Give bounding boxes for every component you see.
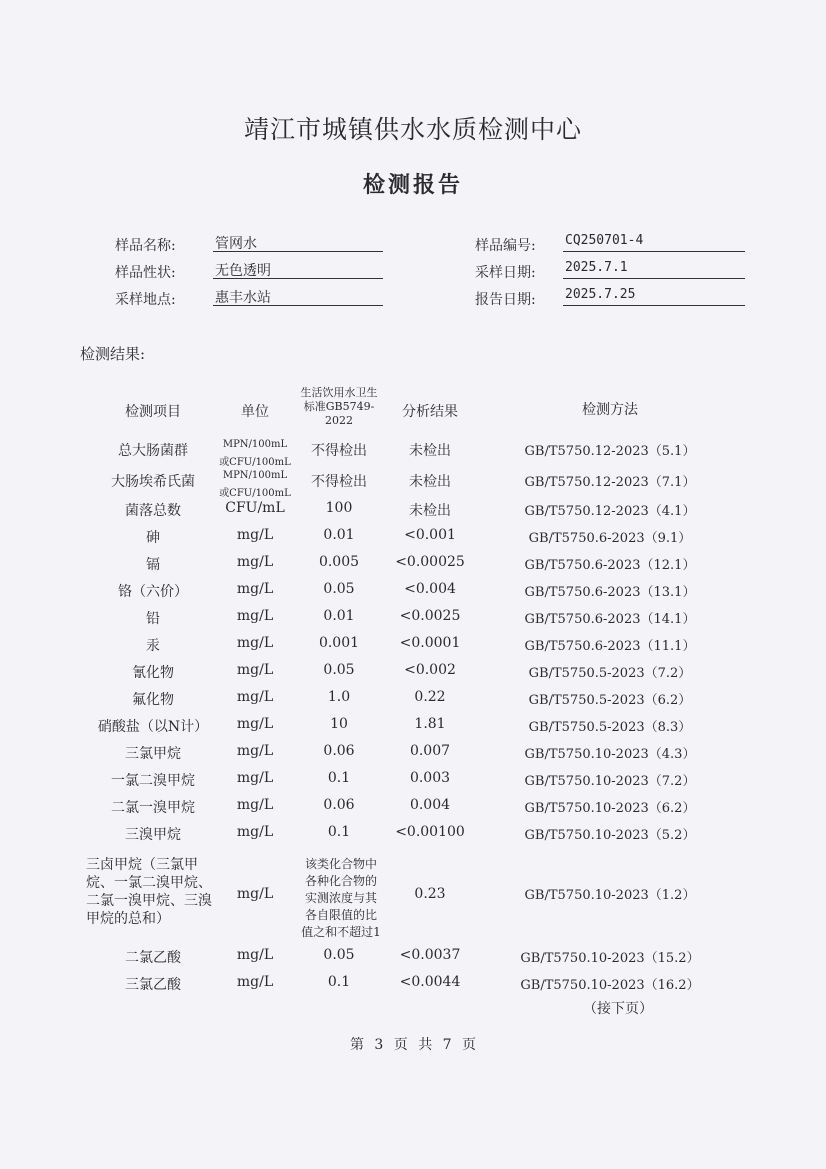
cell-method: GB/T5750.12-2023（7.1） bbox=[524, 475, 696, 490]
cell-unit: mg/L bbox=[236, 770, 274, 786]
cell-result: <0.004 bbox=[404, 581, 456, 597]
cell-unit: mg/L bbox=[236, 743, 274, 759]
cell-method: GB/T5750.10-2023（4.3） bbox=[524, 747, 696, 762]
cell-result: 未检出 bbox=[409, 503, 451, 519]
cell-unit: mg/L bbox=[236, 824, 274, 840]
cell-method: GB/T5750.10-2023（5.2） bbox=[524, 828, 696, 843]
organization-name: 靖江市城镇供水水质检测中心 bbox=[243, 115, 582, 144]
cell-standard: 0.05 bbox=[323, 947, 355, 963]
continue-note: （接下页） bbox=[583, 1001, 653, 1017]
cell-standard: 0.001 bbox=[318, 635, 360, 651]
cell-standard: 1.0 bbox=[327, 689, 351, 705]
cell-standard: 0.05 bbox=[323, 662, 355, 678]
cell-unit: CFU/mL bbox=[225, 500, 285, 516]
cell-method: GB/T5750.10-2023（1.2） bbox=[524, 888, 696, 903]
cell-unit: mg/L bbox=[236, 716, 274, 732]
cell-item: 一氯二溴甲烷 bbox=[111, 773, 195, 789]
cell-method: GB/T5750.10-2023（15.2） bbox=[520, 951, 700, 966]
sample-code-value: CQ250701-4 bbox=[563, 233, 745, 252]
results-label: 检测结果: bbox=[80, 345, 146, 363]
header-standard: 生活饮用水卫生标准GB5749-2022 bbox=[300, 386, 378, 427]
cell-item: 砷 bbox=[146, 530, 160, 546]
cell-item: 三卤甲烷（三氯甲烷、一氯二溴甲烷、二氯一溴甲烷、三溴甲烷的总和） bbox=[86, 857, 212, 927]
cell-result: 0.003 bbox=[409, 770, 451, 786]
cell-standard: 10 bbox=[330, 716, 348, 732]
cell-item: 二氯乙酸 bbox=[125, 950, 181, 966]
cell-result: <0.0044 bbox=[399, 974, 461, 990]
cell-standard: 0.05 bbox=[323, 581, 355, 597]
cell-item: 总大肠菌群 bbox=[118, 443, 188, 459]
cell-method: GB/T5750.6-2023（11.1） bbox=[524, 639, 696, 654]
cell-item: 二氯一溴甲烷 bbox=[111, 800, 195, 816]
cell-unit: mg/L bbox=[236, 581, 274, 597]
cell-item: 三溴甲烷 bbox=[125, 827, 181, 843]
sample-nature-label: 样品性状: bbox=[115, 265, 176, 281]
cell-method: GB/T5750.6-2023（9.1） bbox=[528, 531, 692, 546]
report-title: 检测报告 bbox=[362, 172, 463, 198]
cell-standard: 不得检出 bbox=[311, 474, 367, 490]
cell-unit: mg/L bbox=[236, 554, 274, 570]
cell-unit: mg/L bbox=[236, 974, 274, 990]
cell-item: 氟化物 bbox=[132, 692, 174, 708]
cell-unit: mg/L bbox=[236, 947, 274, 963]
cell-result: 未检出 bbox=[409, 443, 451, 459]
cell-item: 汞 bbox=[146, 638, 160, 654]
cell-unit: mg/L bbox=[236, 608, 274, 624]
cell-method: GB/T5750.10-2023（7.2） bbox=[524, 774, 696, 789]
cell-item: 三氯甲烷 bbox=[125, 746, 181, 762]
cell-unit: mg/L bbox=[236, 662, 274, 678]
cell-method: GB/T5750.10-2023（6.2） bbox=[524, 801, 696, 816]
cell-standard: 该类化合物中各种化合物的实测浓度与其各自限值的比值之和不超过1 bbox=[301, 857, 381, 939]
sample-code-label: 样品编号: bbox=[475, 238, 536, 254]
cell-unit: mg/L bbox=[236, 635, 274, 651]
cell-result: 0.23 bbox=[414, 886, 446, 902]
cell-result: 0.007 bbox=[409, 743, 451, 759]
report-date-value: 2025.7.25 bbox=[563, 287, 745, 306]
cell-standard: 不得检出 bbox=[311, 443, 367, 459]
cell-result: <0.0001 bbox=[399, 635, 461, 651]
cell-standard: 0.01 bbox=[323, 608, 355, 624]
cell-method: GB/T5750.6-2023（13.1） bbox=[524, 585, 696, 600]
cell-unit: mg/L bbox=[236, 689, 274, 705]
cell-item: 三氯乙酸 bbox=[125, 977, 181, 993]
cell-result: 1.81 bbox=[414, 716, 446, 732]
cell-method: GB/T5750.5-2023（8.3） bbox=[528, 720, 692, 735]
sample-name-label: 样品名称: bbox=[115, 238, 176, 254]
cell-method: GB/T5750.10-2023（16.2） bbox=[520, 978, 700, 993]
cell-method: GB/T5750.5-2023（7.2） bbox=[528, 666, 692, 681]
cell-standard: 0.005 bbox=[318, 554, 360, 570]
cell-result: 0.22 bbox=[414, 689, 446, 705]
cell-item: 氰化物 bbox=[132, 665, 174, 681]
cell-result: <0.0037 bbox=[399, 947, 461, 963]
cell-standard: 0.1 bbox=[327, 974, 351, 990]
cell-unit: mg/L bbox=[236, 886, 274, 902]
report-date-label: 报告日期: bbox=[475, 292, 536, 308]
cell-item: 铅 bbox=[146, 611, 160, 627]
cell-item: 镉 bbox=[146, 557, 160, 573]
cell-item: 大肠埃希氏菌 bbox=[111, 474, 195, 490]
cell-result: <0.001 bbox=[404, 527, 456, 543]
cell-result: <0.0025 bbox=[399, 608, 461, 624]
cell-item: 菌落总数 bbox=[125, 503, 181, 519]
header-item: 检测项目 bbox=[125, 404, 181, 420]
sample-location-value: 惠丰水站 bbox=[213, 287, 383, 306]
cell-unit: mg/L bbox=[236, 527, 274, 543]
cell-method: GB/T5750.6-2023（12.1） bbox=[524, 558, 696, 573]
cell-standard: 0.01 bbox=[323, 527, 355, 543]
cell-standard: 0.06 bbox=[323, 797, 355, 813]
cell-standard: 0.1 bbox=[327, 770, 351, 786]
cell-standard: 0.1 bbox=[327, 824, 351, 840]
sample-name-value: 管网水 bbox=[213, 233, 383, 252]
cell-method: GB/T5750.5-2023（6.2） bbox=[528, 693, 692, 708]
cell-unit: MPN/100mL或CFU/100mL bbox=[219, 470, 291, 499]
cell-unit: mg/L bbox=[236, 797, 274, 813]
header-result: 分析结果 bbox=[402, 404, 458, 420]
header-method: 检测方法 bbox=[582, 402, 638, 418]
cell-standard: 0.06 bbox=[323, 743, 355, 759]
sample-nature-value: 无色透明 bbox=[213, 260, 383, 279]
sample-location-label: 采样地点: bbox=[115, 292, 176, 308]
cell-method: GB/T5750.6-2023（14.1） bbox=[524, 612, 696, 627]
cell-result: 0.004 bbox=[409, 797, 451, 813]
cell-method: GB/T5750.12-2023（4.1） bbox=[524, 504, 696, 519]
cell-item: 硝酸盐（以N计） bbox=[97, 719, 209, 735]
page-number: 第 3 页 共 7 页 bbox=[349, 1037, 477, 1053]
sample-date-value: 2025.7.1 bbox=[563, 260, 745, 279]
cell-result: <0.00025 bbox=[395, 554, 465, 570]
cell-item: 铬（六价） bbox=[118, 584, 188, 600]
cell-method: GB/T5750.12-2023（5.1） bbox=[524, 444, 696, 459]
cell-unit: MPN/100mL或CFU/100mL bbox=[219, 439, 291, 468]
cell-result: <0.00100 bbox=[395, 824, 465, 840]
sample-date-label: 采样日期: bbox=[475, 265, 536, 281]
header-unit: 单位 bbox=[241, 404, 269, 420]
cell-result: <0.002 bbox=[404, 662, 456, 678]
cell-result: 未检出 bbox=[409, 474, 451, 490]
cell-standard: 100 bbox=[325, 500, 353, 516]
